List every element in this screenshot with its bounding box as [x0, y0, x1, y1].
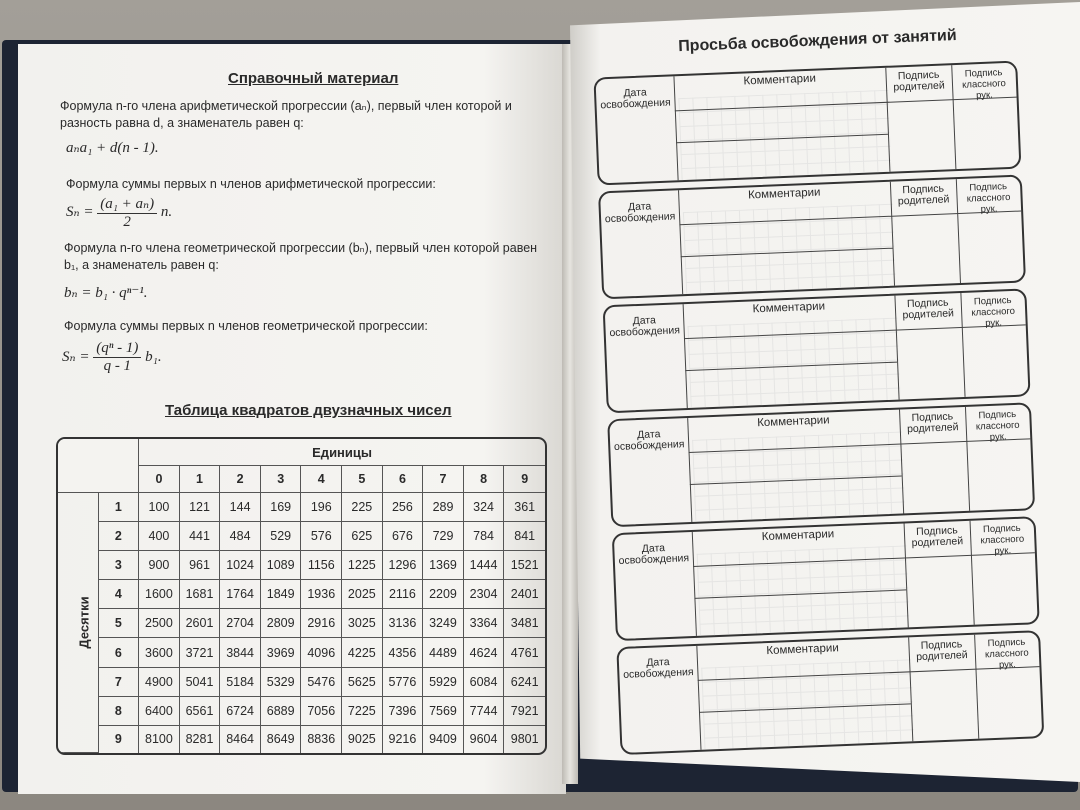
- teacher-signature-label: Подпись классного рук.: [971, 294, 1016, 330]
- square-value: 7056: [301, 697, 342, 726]
- formula-1-text: Формула n-го члена арифметической прогрессии (aₙ), первый член которой и разность равна d, а знаменатель равен q:: [60, 99, 512, 130]
- tens-digit: 1: [99, 493, 140, 522]
- tens-header: [58, 493, 99, 753]
- formula-4-lhs: Sₙ =: [62, 348, 90, 365]
- square-value: 6889: [261, 697, 302, 726]
- form-divider: [678, 190, 683, 294]
- unit-digit-header: 0: [139, 466, 180, 493]
- unit-digit-header: 3: [261, 466, 302, 493]
- table-row: [58, 726, 545, 753]
- formula-2-lhs: Sₙ =: [66, 203, 94, 220]
- parent-signature-label: Подпись родителей: [911, 524, 964, 550]
- excuse-form: [607, 402, 1035, 527]
- square-value: 5776: [383, 668, 424, 697]
- teacher-signature-label: Подпись классного рук.: [961, 67, 1007, 102]
- table-row: [58, 551, 545, 580]
- tens-digit: 9: [99, 726, 140, 753]
- square-value: 8836: [301, 726, 342, 753]
- square-value: 676: [383, 522, 424, 551]
- parent-signature-label: Подпись родителей: [897, 182, 950, 208]
- formula-3-math: bₙ = b₁ · qⁿ⁻¹.: [64, 285, 148, 301]
- table-row: [58, 522, 545, 551]
- table-row: [58, 609, 545, 638]
- table-row: [58, 493, 545, 522]
- square-value: 361: [504, 493, 545, 522]
- square-value: 2601: [180, 609, 221, 638]
- release-date-label: Дата освобождения: [618, 542, 690, 567]
- table-row: [58, 668, 545, 697]
- release-date-label: Дата освобождения: [613, 428, 685, 454]
- tens-header-text: Десятки: [76, 596, 92, 649]
- square-value: 6241: [504, 668, 545, 697]
- square-value: 5329: [261, 668, 302, 697]
- table-row: [58, 638, 545, 667]
- square-value: 5625: [342, 668, 383, 697]
- formula-4-numerator: (qⁿ - 1): [93, 340, 141, 358]
- square-value: 8100: [139, 726, 180, 753]
- tens-digit: 3: [99, 551, 140, 580]
- square-value: 2809: [261, 609, 302, 638]
- formula-4-math: [62, 340, 162, 375]
- comments-label: Комментарии: [761, 528, 835, 544]
- square-value: 3721: [180, 638, 221, 667]
- square-value: 7225: [342, 697, 383, 726]
- square-value: 1296: [383, 551, 424, 580]
- square-value: 625: [342, 522, 383, 551]
- form-divider: [696, 646, 701, 750]
- excuse-requests: [582, 24, 1071, 782]
- tens-digit: 7: [99, 668, 140, 697]
- tens-digit: 6: [99, 638, 140, 667]
- formula-4-fraction: [93, 340, 141, 375]
- unit-digit-header: 7: [423, 466, 464, 493]
- formula-4-text: Формула суммы первых n членов геометрической прогрессии:: [64, 319, 428, 333]
- square-value: 529: [261, 522, 302, 551]
- comments-label: Комментарии: [747, 186, 821, 202]
- formula-3-text: Формула n-го члена геометрической прогрессии (bₙ), первый член которой равен b₁, а знаменатель равен q:: [64, 241, 538, 272]
- unit-digit-header: 8: [464, 466, 505, 493]
- square-value: 3969: [261, 638, 302, 667]
- square-value: 2401: [504, 580, 545, 609]
- excuse-form: [612, 516, 1040, 641]
- square-value: 1849: [261, 580, 302, 609]
- parent-signature-label: Подпись родителей: [902, 296, 955, 322]
- square-value: 900: [139, 551, 180, 580]
- teacher-signature-label: Подпись классного рук.: [975, 408, 1020, 443]
- square-value: 9025: [342, 726, 383, 753]
- square-value: 4900: [139, 668, 180, 697]
- parent-signature-label: Подпись родителей: [893, 68, 946, 94]
- square-value: 4489: [423, 638, 464, 667]
- square-value: 400: [139, 522, 180, 551]
- tens-digit: 4: [99, 580, 140, 609]
- square-value: 196: [301, 493, 342, 522]
- formula-2-tail: n.: [160, 203, 173, 220]
- square-value: 1024: [220, 551, 261, 580]
- square-value: 784: [464, 522, 505, 551]
- square-value: 2116: [383, 580, 424, 609]
- form-divider: [687, 418, 692, 522]
- square-value: 6724: [220, 697, 261, 726]
- unit-digit-header: 2: [220, 466, 261, 493]
- formula-4-tail: b₁.: [145, 348, 162, 365]
- square-value: 5929: [423, 668, 464, 697]
- square-value: 121: [180, 493, 221, 522]
- formula-1-math: aₙa₁ + d(n - 1).: [66, 140, 159, 156]
- square-value: 3025: [342, 609, 383, 638]
- square-value: 441: [180, 522, 221, 551]
- square-value: 4225: [342, 638, 383, 667]
- square-value: 576: [301, 522, 342, 551]
- square-value: 7744: [464, 697, 505, 726]
- square-value: 256: [383, 493, 424, 522]
- square-value: 1521: [504, 551, 545, 580]
- teacher-signature-label: Подпись классного рук.: [966, 181, 1011, 216]
- units-header: Единицы: [139, 439, 545, 466]
- comments-label: Комментарии: [752, 300, 826, 316]
- square-value: 2500: [139, 609, 180, 638]
- unit-digit-header: 9: [504, 466, 545, 493]
- square-value: 1444: [464, 551, 505, 580]
- unit-digit-header: 6: [383, 466, 424, 493]
- unit-digit-header: 4: [301, 466, 342, 493]
- square-value: 3844: [220, 638, 261, 667]
- square-value: 4096: [301, 638, 342, 667]
- square-value: 729: [423, 522, 464, 551]
- square-value: 169: [261, 493, 302, 522]
- square-value: 3364: [464, 609, 505, 638]
- formula-2-denominator: 2: [123, 214, 131, 230]
- tens-digit: 5: [99, 609, 140, 638]
- release-date-label: Дата освобождения: [609, 314, 681, 340]
- square-value: 144: [220, 493, 261, 522]
- formula-2-fraction: [97, 194, 157, 231]
- square-value: 6400: [139, 697, 180, 726]
- square-value: 2209: [423, 580, 464, 609]
- formula-2-numerator: (a₁ + aₙ): [97, 194, 157, 214]
- square-value: 9801: [510, 732, 539, 747]
- squares-table: [56, 437, 547, 755]
- comments-label: Комментарии: [756, 414, 830, 430]
- squares-table-title: Таблица квадратов двузначных чисел: [165, 402, 452, 419]
- square-value: 2025: [342, 580, 383, 609]
- formula-4-denominator: q - 1: [103, 358, 132, 374]
- formula-2-text: Формула суммы первых n членов арифметической прогрессии:: [66, 177, 436, 191]
- square-value: 5476: [301, 668, 342, 697]
- square-value: 1225: [342, 551, 383, 580]
- square-value: 3481: [504, 609, 545, 638]
- form-divider: [683, 304, 688, 408]
- square-value: 1089: [261, 551, 302, 580]
- excuse-form: [593, 61, 1021, 186]
- comments-label: Комментарии: [743, 72, 817, 88]
- excuse-form: [598, 174, 1026, 299]
- table-row: [58, 580, 545, 609]
- square-value: 2304: [464, 580, 505, 609]
- release-date-label: Дата освобождения: [622, 655, 694, 681]
- form-divider: [673, 76, 678, 180]
- square-value: 5041: [180, 668, 221, 697]
- square-value: 289: [423, 493, 464, 522]
- square-value: 9216: [383, 726, 424, 753]
- square-value: 9604: [464, 726, 505, 753]
- square-value: 8464: [220, 726, 261, 753]
- square-value: 5184: [220, 668, 261, 697]
- square-value: 3136: [383, 609, 424, 638]
- form-divider: [692, 532, 697, 636]
- square-value: 1681: [180, 580, 221, 609]
- square-value: 100: [139, 493, 180, 522]
- square-value: 1156: [301, 551, 342, 580]
- square-value: 1600: [139, 580, 180, 609]
- square-value: 7396: [383, 697, 424, 726]
- teacher-signature-label: Подпись классного рук.: [980, 522, 1025, 557]
- square-value: 3600: [139, 638, 180, 667]
- square-value: 324: [464, 493, 505, 522]
- square-value: 8649: [261, 726, 302, 753]
- formula-2-math: [66, 194, 172, 231]
- table-row: [58, 697, 545, 726]
- square-value: 6561: [180, 697, 221, 726]
- tens-digit: 2: [99, 522, 140, 551]
- square-value: 6084: [464, 668, 505, 697]
- comments-label: Комментарии: [766, 642, 839, 658]
- square-value: 841: [504, 522, 545, 551]
- square-value: 7569: [423, 697, 464, 726]
- square-value: 4761: [504, 638, 545, 667]
- square-value: 1369: [423, 551, 464, 580]
- excuse-form: [616, 630, 1044, 755]
- release-date-label: Дата освобождения: [600, 86, 671, 112]
- unit-digit-header: 5: [342, 466, 383, 493]
- square-value: 2916: [301, 609, 342, 638]
- square-value: 484: [220, 522, 261, 551]
- square-value: 1936: [301, 580, 342, 609]
- excuse-page-title: Просьба освобождения от занятий: [677, 26, 957, 56]
- square-value: 2704: [220, 609, 261, 638]
- unit-digit-header: 1: [180, 466, 221, 493]
- square-value: 8281: [180, 726, 221, 753]
- square-value: 4624: [464, 638, 505, 667]
- parent-signature-label: Подпись родителей: [906, 410, 959, 436]
- square-value: 225: [342, 493, 383, 522]
- table-corner: [58, 439, 139, 493]
- square-value: 9409: [423, 726, 464, 753]
- square-value: 1764: [220, 580, 261, 609]
- square-value: 961: [180, 551, 221, 580]
- square-value: 3249: [423, 609, 464, 638]
- teacher-signature-label: Подпись классного рук.: [984, 636, 1029, 671]
- release-date-label: Дата освобождения: [604, 200, 676, 226]
- tens-digit: 8: [99, 697, 140, 726]
- square-value: 4356: [383, 638, 424, 667]
- square-value: 7921: [504, 697, 545, 726]
- reference-title: Справочный материал: [228, 70, 399, 87]
- excuse-form: [603, 288, 1031, 413]
- parent-signature-label: Подпись родителей: [915, 638, 968, 664]
